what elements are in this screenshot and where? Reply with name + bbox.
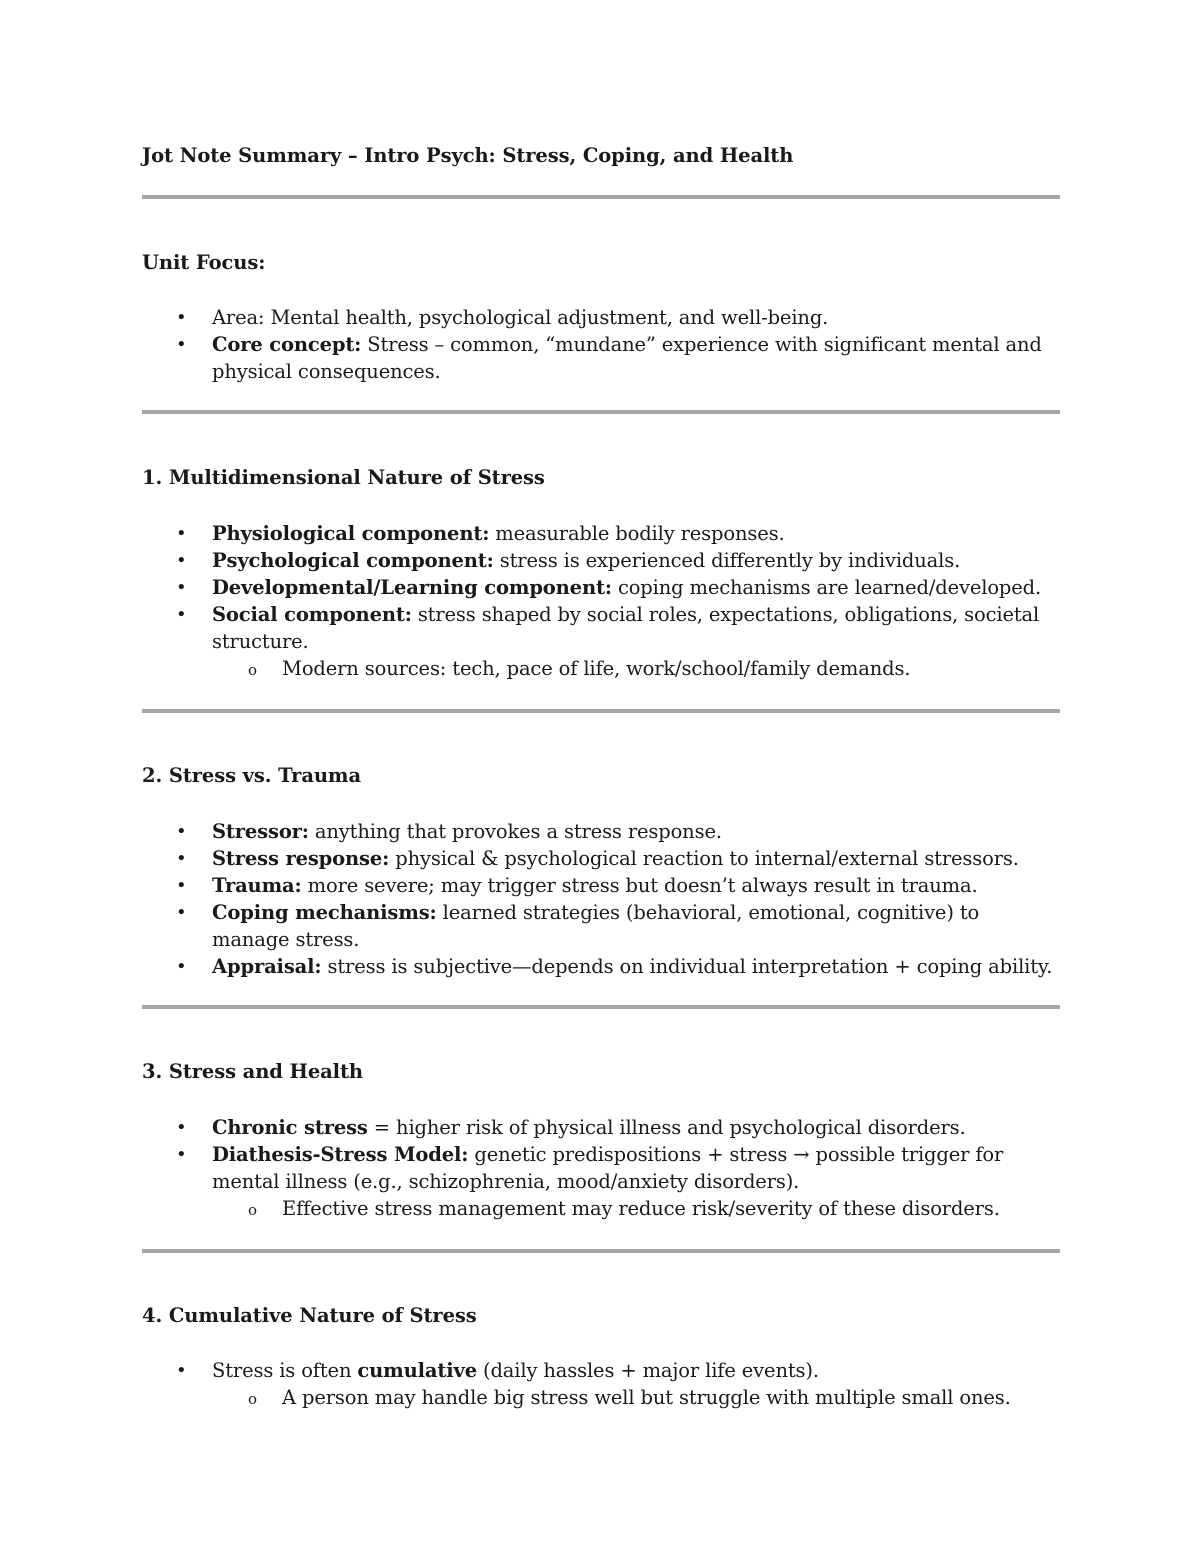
item-term: Stress response: <box>212 847 390 870</box>
item-text: Effective stress management may reduce risk/severity of these disorders. <box>282 1197 1000 1220</box>
bullet-icon: • <box>176 523 187 544</box>
list-item <box>142 547 1060 574</box>
section-3-list <box>142 1114 1060 1222</box>
document-title: Jot Note Summary – Intro Psych: Stress, Coping, and Health <box>142 144 794 167</box>
item-term: Social component: <box>212 603 412 626</box>
item-text: Stress – common, “mundane” experience with significant mental and physical consequences. <box>212 333 1042 383</box>
list-item <box>142 845 1060 872</box>
section-1-heading: 1. Multidimensional Nature of Stress <box>142 466 545 489</box>
item-text: coping mechanisms are learned/developed. <box>611 576 1042 599</box>
item-text: stress shaped by social roles, expectations, obligations, societal structure. <box>212 603 1040 653</box>
bullet-icon: • <box>176 902 187 923</box>
horizontal-rule <box>142 709 1060 713</box>
item-text: measurable bodily responses. <box>489 522 785 545</box>
sub-list <box>212 1384 1060 1411</box>
bullet-icon: • <box>176 848 187 869</box>
item-term: Appraisal: <box>212 955 322 978</box>
item-text: = higher risk of physical illness and psychological disorders. <box>367 1116 966 1139</box>
bullet-icon: • <box>176 604 187 625</box>
item-text: Modern sources: tech, pace of life, work/school/family demands. <box>282 657 911 680</box>
item-text: anything that provokes a stress response. <box>308 820 722 843</box>
item-text: learned strategies (behavioral, emotional, cognitive) to manage stress. <box>212 901 980 951</box>
item-term: cumulative <box>357 1359 477 1382</box>
item-term: Developmental/Learning component: <box>212 576 612 599</box>
bullet-icon: • <box>176 1360 187 1381</box>
item-term: Diathesis-Stress Model: <box>212 1143 469 1166</box>
section-3-heading: 3. Stress and Health <box>142 1060 363 1083</box>
sub-list-item <box>212 1384 1060 1411</box>
list-item <box>142 818 1060 845</box>
horizontal-rule <box>142 1005 1060 1009</box>
item-text: Area: Mental health, psychological adjustment, and well-being. <box>212 306 829 329</box>
bullet-icon: • <box>176 875 187 896</box>
bullet-icon: • <box>176 577 187 598</box>
bullet-icon: • <box>176 1117 187 1138</box>
bullet-icon: • <box>176 956 187 977</box>
sub-list-item <box>212 655 1060 682</box>
list-item <box>142 601 1060 682</box>
horizontal-rule <box>142 1249 1060 1253</box>
section-2-heading: 2. Stress vs. Trauma <box>142 764 361 787</box>
sub-list <box>212 655 1060 682</box>
bullet-icon: • <box>176 821 187 842</box>
section-4-list <box>142 1357 1060 1411</box>
circle-bullet-icon: o <box>248 1201 257 1219</box>
item-text: stress is experienced differently by individuals. <box>493 549 961 572</box>
item-text: stress is subjective—depends on individual interpretation + coping ability. <box>321 955 1053 978</box>
section-1-list <box>142 520 1060 682</box>
bullet-icon: • <box>176 334 187 355</box>
bullet-icon: • <box>176 550 187 571</box>
item-text: genetic predispositions + stress → possible trigger for mental illness (e.g., schizophrenia, mood/anxiety disorders). <box>212 1143 1004 1193</box>
item-term: Trauma: <box>212 874 302 897</box>
item-text: physical & psychological reaction to internal/external stressors. <box>389 847 1019 870</box>
list-item <box>142 1141 1060 1222</box>
list-item <box>142 304 1060 331</box>
bullet-icon: • <box>176 307 187 328</box>
list-item <box>142 520 1060 547</box>
item-term: Chronic stress <box>212 1116 368 1139</box>
list-item <box>142 331 1060 385</box>
list-item <box>142 1114 1060 1141</box>
unit-focus-heading: Unit Focus: <box>142 251 266 274</box>
list-item <box>142 872 1060 899</box>
section-4-heading: 4. Cumulative Nature of Stress <box>142 1304 477 1327</box>
horizontal-rule <box>142 195 1060 199</box>
item-text: Stress is often <box>212 1359 358 1382</box>
item-term: Physiological component: <box>212 522 490 545</box>
item-text: (daily hassles + major life events). <box>476 1359 819 1382</box>
item-text: A person may handle big stress well but struggle with multiple small ones. <box>282 1386 1011 1409</box>
item-term: Stressor: <box>212 820 309 843</box>
list-item <box>142 1357 1060 1411</box>
section-2-list <box>142 818 1060 980</box>
sub-list-item <box>212 1195 1060 1222</box>
list-item <box>142 953 1060 980</box>
list-item <box>142 574 1060 601</box>
item-text: more severe; may trigger stress but doesn’t always result in trauma. <box>301 874 978 897</box>
item-term: Core concept: <box>212 333 362 356</box>
item-term: Coping mechanisms: <box>212 901 437 924</box>
circle-bullet-icon: o <box>248 661 257 679</box>
bullet-icon: • <box>176 1144 187 1165</box>
unit-focus-list <box>142 304 1060 385</box>
sub-list <box>212 1195 1060 1222</box>
circle-bullet-icon: o <box>248 1390 257 1408</box>
item-term: Psychological component: <box>212 549 494 572</box>
horizontal-rule <box>142 410 1060 414</box>
list-item <box>142 899 1060 953</box>
